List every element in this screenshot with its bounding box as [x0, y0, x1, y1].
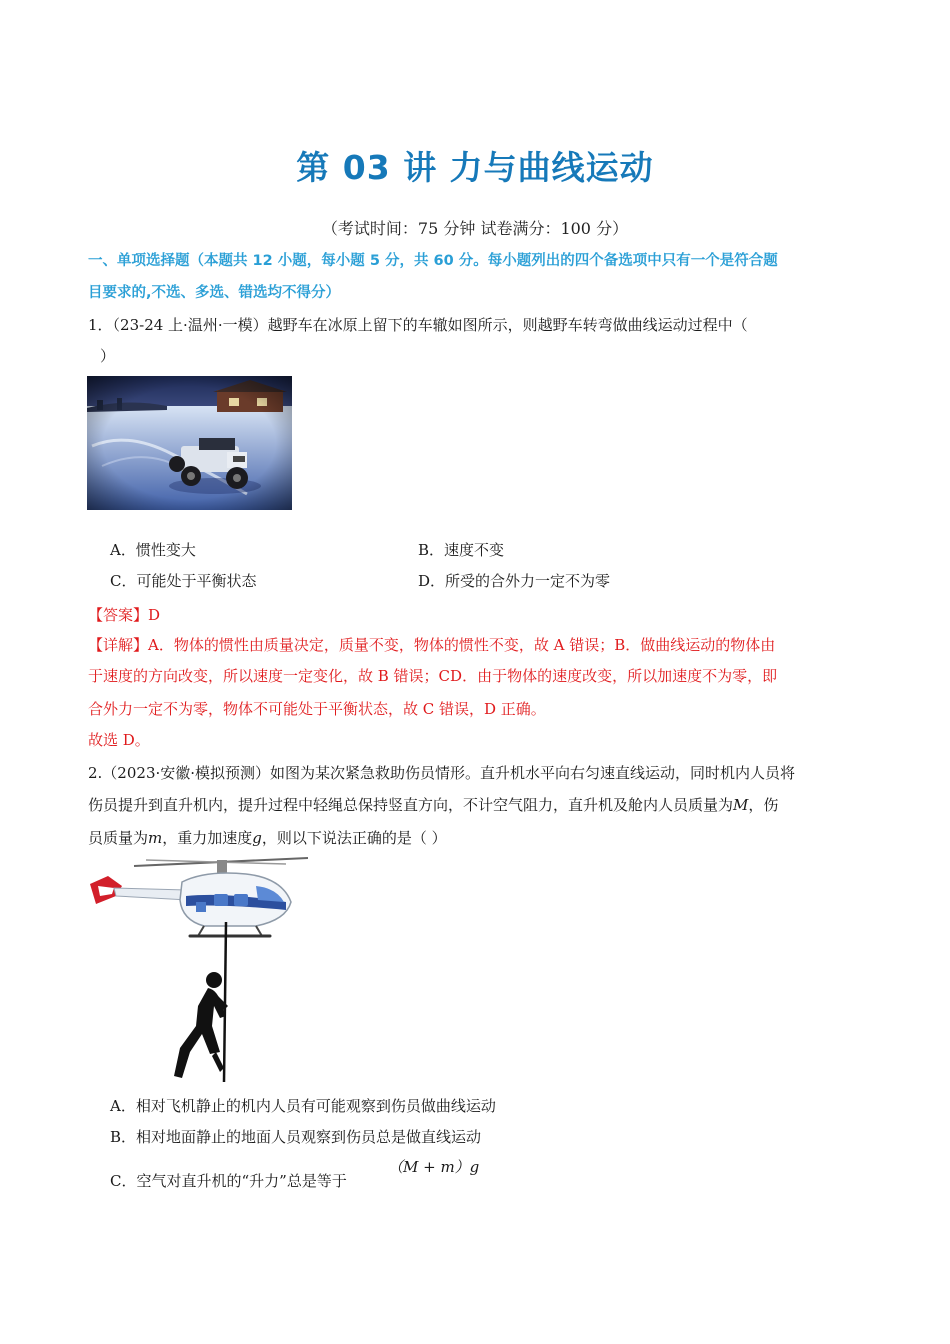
q2-option-c: C．空气对直升机的“升力”总是等于 — [110, 1172, 347, 1190]
section-heading-line-1: 一、单项选择题（本题共 12 小题，每小题 5 分，共 60 分。每小题列出的四个备选项中只有一个是符合题 — [88, 253, 778, 269]
q1-option-c: C．可能处于平衡状态 — [110, 572, 257, 590]
q2-stem-line-1: 2.（2023·安徽·模拟预测）如图为某次紧急救助伤员情形。直升机水平向右匀速直线运动，同时机内人员将 — [88, 764, 796, 782]
q2-stem-line-3 — [88, 823, 868, 854]
q1-explanation-line-2: 于速度的方向改变，所以速度一定变化，故 B 错误；CD．由于物体的速度改变，所以加速度不为零，即 — [88, 667, 778, 685]
exam-info: （考试时间：75 分钟 试卷满分：100 分） — [321, 219, 629, 238]
q2-option-c-formula: （M + m）g — [388, 1158, 480, 1176]
helicopter-rescue-illustration — [86, 856, 308, 1082]
q1-option-b: B．速度不变 — [418, 541, 505, 559]
q1-option-d: D．所受的合外力一定不为零 — [418, 572, 611, 590]
q1-explanation-line-1: 【详解】A．物体的惯性由质量决定，质量不变，物体的惯性不变，故 A 错误；B．做曲线运动的物体由 — [88, 636, 776, 654]
q2-option-b: B．相对地面静止的地面人员观察到伤员总是做直线运动 — [110, 1128, 482, 1146]
q2-stem-text: 伤员提升到直升机内，提升过程中轻绳总保持竖直方向，不计空气阻力，直升机及舱内人员质量为 — [88, 796, 734, 814]
q2-stem-text: 员质量为 — [88, 829, 149, 847]
q1-stem-line-2: ） — [100, 347, 116, 365]
var-M: M — [733, 796, 749, 814]
q1-explanation-line-3: 合外力一定不为零，物体不可能处于平衡状态，故 C 错误，D 正确。 — [88, 700, 546, 718]
section-heading-line-2: 目要求的,不选、多选、错选均不得分） — [88, 285, 341, 301]
snow-jeep-photo — [87, 376, 292, 510]
q1-answer: 【答案】D — [88, 606, 161, 624]
q2-option-a: A．相对飞机静止的机内人员有可能观察到伤员做曲线运动 — [110, 1097, 496, 1115]
page-title: 第 03 讲 力与曲线运动 — [296, 148, 654, 187]
var-g: g — [252, 829, 262, 847]
q2-stem-text: ，则以下说法正确的是（ ） — [261, 829, 447, 847]
q1-conclusion: 故选 D。 — [88, 731, 150, 749]
q2-stem-line-2 — [88, 790, 868, 821]
q2-stem-text: ，伤 — [748, 796, 779, 814]
q1-stem-line-1: 1．（23-24 上·温州·一模）越野车在冰原上留下的车辙如图所示，则越野车转弯做曲线运动过程中（ — [88, 316, 748, 334]
q2-stem-text: ，重力加速度 — [162, 829, 253, 847]
q1-option-a: A．惯性变大 — [110, 541, 196, 559]
var-m: m — [148, 829, 163, 847]
